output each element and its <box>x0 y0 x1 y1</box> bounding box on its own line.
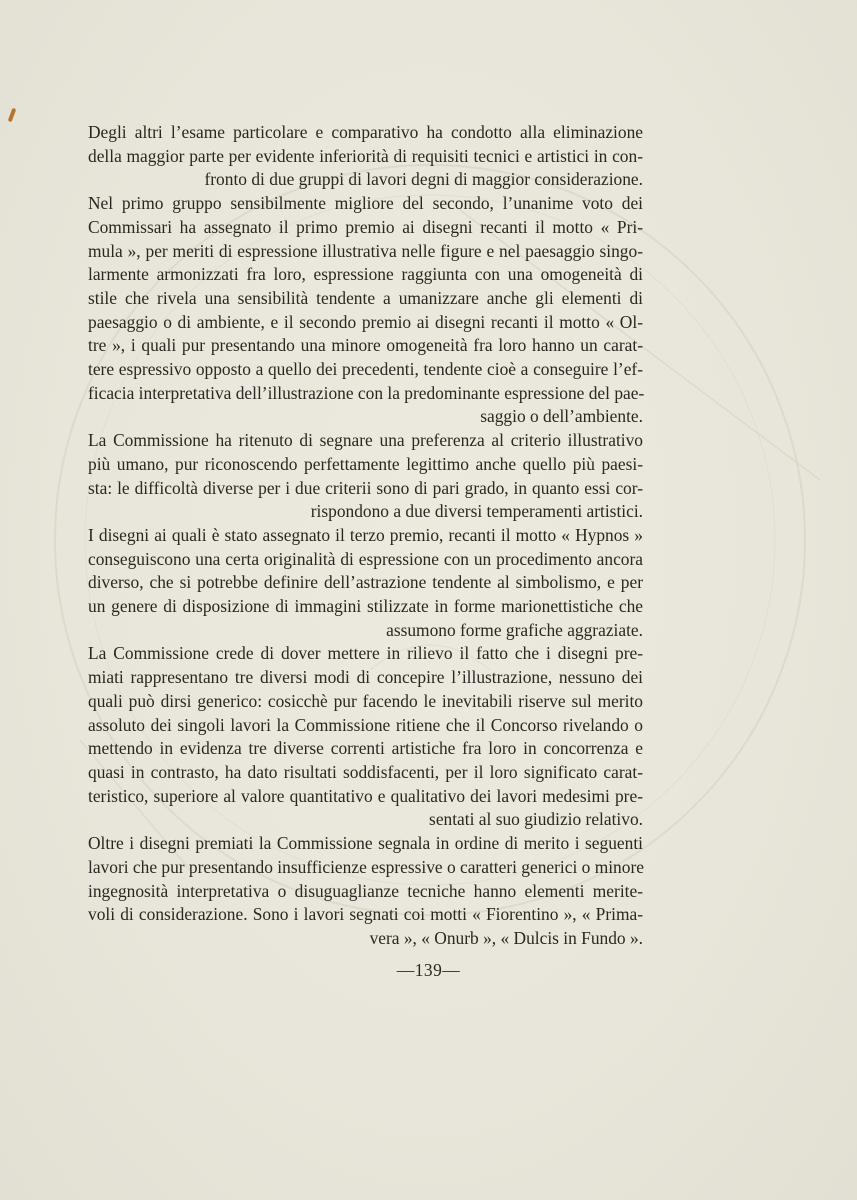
text-line: tre », i quali pur presentando una minore omogeneità fra loro hanno un carat- <box>88 335 643 356</box>
text-line: mula », per meriti di espressione illustrativa nelle figure e nel paesaggio singo- <box>88 240 643 261</box>
body-text <box>88 121 643 951</box>
text-line: miati rappresentano tre diversi modi di concepire l’illustrazione, nessuno dei <box>88 667 643 688</box>
text-line: assoluto dei singoli lavori la Commissione ritiene che il Concorso rivelando o <box>88 714 643 735</box>
text-line: sentati al suo giudizio relativo. <box>429 809 643 830</box>
text-line: quali può dirsi generico: cosicchè pur facendo le inevitabili riserve sul merito <box>88 690 643 711</box>
text-line: rispondono a due diversi temperamenti artistici. <box>310 501 643 522</box>
text-line: della maggior parte per evidente inferiorità di requisiti tecnici e artistici in con- <box>88 145 643 166</box>
text-line: sta: le difficoltà diverse per i due criterii sono di pari grado, in quanto essi cor- <box>88 477 643 498</box>
page-number: —139— <box>396 960 461 980</box>
text-line: La Commissione ha ritenuto di segnare una preferenza al criterio illustrativo <box>88 430 643 451</box>
text-line: Degli altri l’esame particolare e comparativo ha condotto alla eliminazione <box>88 122 643 142</box>
text-line: stile che rivela una sensibilità tendente a umanizzare anche gli elementi di <box>88 287 643 308</box>
text-line: Commissari ha assegnato il primo premio ai disegni recanti il motto « Pri- <box>88 216 643 237</box>
text-line: un genere di disposizione di immagini stilizzate in forme marionettistiche che <box>88 596 643 617</box>
text-line: quasi in contrasto, ha dato risultati soddisfacenti, per il loro significato carat- <box>88 761 643 782</box>
text-line: mettendo in evidenza tre diverse correnti artistiche fra loro in concorrenza e <box>88 738 643 759</box>
ink-mark <box>8 108 17 123</box>
text-line: Oltre i disegni premiati la Commissione segnala in ordine di merito i seguenti <box>88 833 643 854</box>
text-line: Nel primo gruppo sensibilmente migliore del secondo, l’unanime voto dei <box>88 193 643 214</box>
text-line: più umano, pur riconoscendo perfettamente legittimo anche quello più paesi- <box>88 453 643 474</box>
text-line: teristico, superiore al valore quantitativo e qualitativo dei lavori medesimi pre- <box>88 785 643 806</box>
text-line: voli di considerazione. Sono i lavori segnati coi motti « Fiorentino », « Prima- <box>88 904 643 925</box>
text-line: lavori che pur presentando insufficienze espressive o caratteri generici o minore <box>88 856 644 877</box>
text-line: larmente armonizzati fra loro, espressione raggiunta con una omogeneità di <box>88 264 643 285</box>
text-line: fronto di due gruppi di lavori degni di maggior considerazione. <box>204 169 643 190</box>
text-line: ficacia interpretativa dell’illustrazione con la predominante espressione del pae- <box>88 382 645 403</box>
text-line: I disegni ai quali è stato assegnato il terzo premio, recanti il motto « Hypnos » <box>88 524 643 545</box>
text-line: diverso, che si potrebbe definire dell’astrazione tendente al simbolismo, e per <box>88 572 643 593</box>
text-line: tere espressivo opposto a quello dei precedenti, tendente cioè a conseguire l’ef- <box>88 359 643 380</box>
text-line: La Commissione crede di dover mettere in rilievo il fatto che i disegni pre- <box>88 643 643 664</box>
text-line: assumono forme grafiche aggraziate. <box>386 619 643 640</box>
text-line: vera », « Onurb », « Dulcis in Fundo ». <box>369 927 643 948</box>
text-line: paesaggio o di ambiente, e il secondo premio ai disegni recanti il motto « Ol- <box>88 311 643 332</box>
text-line: conseguiscono una certa originalità di espressione con un procedimento ancora <box>88 548 643 569</box>
text-line: ingegnosità interpretativa o disuguaglianze tecniche hanno elementi merite- <box>88 880 643 901</box>
text-line: saggio o dell’ambiente. <box>480 406 643 427</box>
